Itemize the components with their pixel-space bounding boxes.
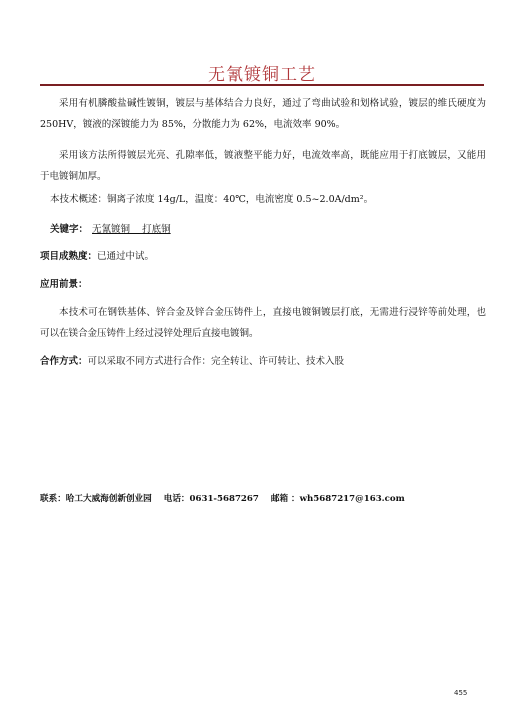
prospect-heading bbox=[40, 277, 88, 293]
maturity-value: 已通过中试。 bbox=[97, 251, 155, 262]
contact-phone: 电话：0631-5687267 bbox=[163, 494, 259, 504]
contact-email: 邮箱 ：wh5687217@163.com bbox=[270, 494, 405, 504]
title-divider bbox=[40, 84, 484, 86]
paragraph-intro: 采用有机膦酸盐碱性镀铜，镀层与基体结合力良好，通过了弯曲试验和划格试验，镀层的维氏硬度为 250HV，镀液的深镀能力为 85%，分散能力为 62%，电流效率 90%。 bbox=[40, 98, 486, 130]
paragraph-overview: 本技术概述：铜离子浓度 14g/L，温度：40℃，电流密度 0.5~2.0A/dm²。 bbox=[50, 194, 374, 205]
cooperation-line bbox=[40, 354, 344, 370]
keywords-value: 无氰镀铜 打底铜 bbox=[92, 224, 171, 235]
contact-line bbox=[40, 492, 417, 506]
paragraph-benefits: 采用该方法所得镀层光亮、孔隙率低，镀液整平能力好，电流效率高，既能应用于打底镀层，又能用于电镀铜加厚。 bbox=[40, 150, 486, 182]
contact-org: 联系：哈工大威海创新创业园 bbox=[40, 494, 152, 504]
keywords-label: 关键字： bbox=[50, 224, 89, 235]
cooperation-value: 可以采取不同方式进行合作：完全转让、许可转让、技术入股 bbox=[87, 356, 345, 367]
maturity-line bbox=[40, 249, 154, 265]
keywords-line bbox=[50, 222, 171, 238]
page-title: 无氰镀铜工艺 bbox=[208, 65, 316, 85]
cooperation-label: 合作方式： bbox=[40, 356, 88, 367]
prospect-label: 应用前景： bbox=[40, 279, 88, 290]
paragraph-prospect: 本技术可在钢铁基体、锌合金及锌合金压铸件上，直接电镀铜镀层打底，无需进行浸锌等前处理，也可以在镁合金压铸件上经过浸锌处理后直接电镀铜。 bbox=[40, 307, 486, 339]
page-number: 455 bbox=[454, 689, 468, 697]
maturity-label: 项目成熟度： bbox=[40, 251, 98, 262]
